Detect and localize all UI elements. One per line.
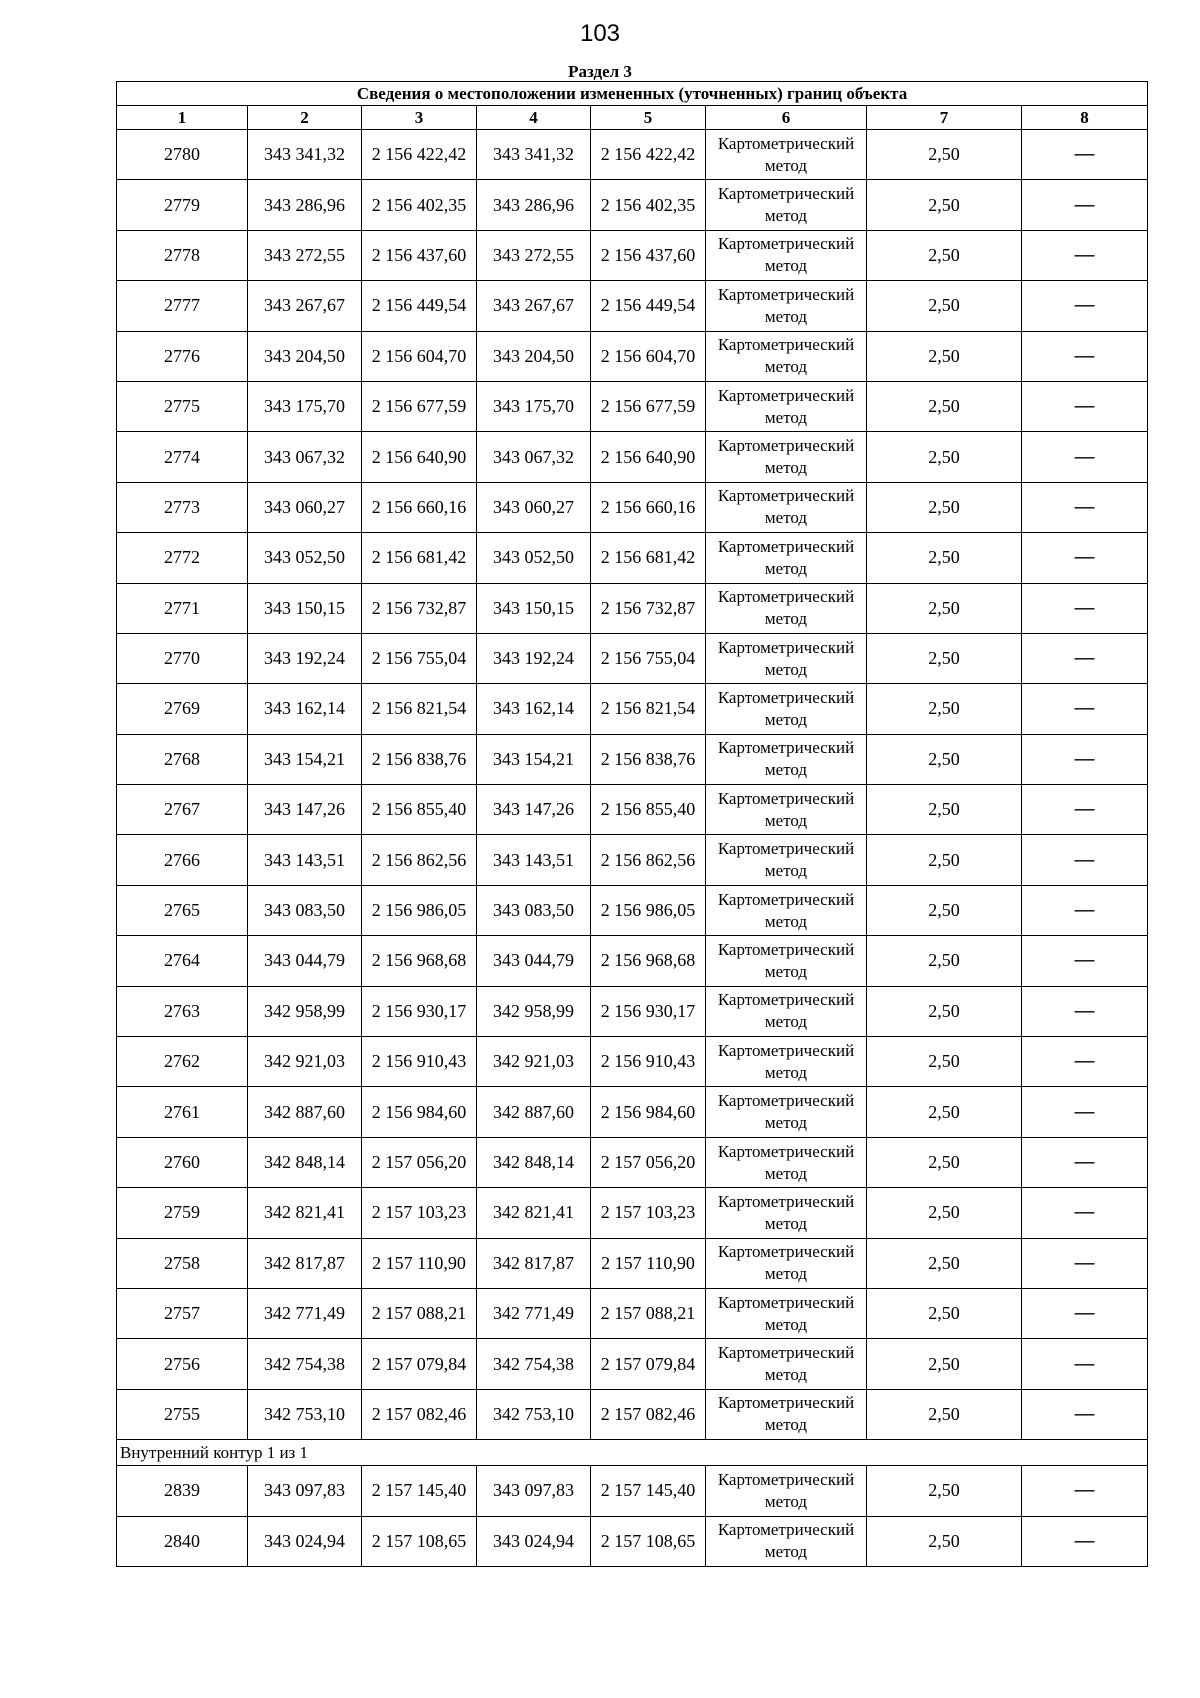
table-cell: 2 157 082,46	[362, 1389, 477, 1439]
method-cell: Картометрический метод	[706, 1037, 867, 1087]
method-cell: Картометрический метод	[706, 432, 867, 482]
table-cell: 2 156 910,43	[591, 1037, 706, 1087]
table-cell: 2,50	[867, 180, 1022, 230]
dash-cell: —	[1022, 281, 1148, 331]
table-cell: 2 156 402,35	[591, 180, 706, 230]
table-cell: 2 156 660,16	[362, 482, 477, 532]
table-cell: 2 156 604,70	[591, 331, 706, 381]
method-cell: Картометрический метод	[706, 633, 867, 683]
table-cell: 2 157 110,90	[362, 1238, 477, 1288]
table-cell: 2 157 145,40	[591, 1466, 706, 1516]
table-cell: 343 204,50	[477, 331, 591, 381]
table-cell: 2,50	[867, 381, 1022, 431]
table-cell: 2 156 986,05	[591, 885, 706, 935]
table-cell: 2,50	[867, 1339, 1022, 1389]
table-row	[117, 1516, 1148, 1566]
method-cell: Картометрический метод	[706, 785, 867, 835]
column-number: 2	[248, 106, 362, 130]
table-cell: 2,50	[867, 633, 1022, 683]
table-cell: 2757	[117, 1288, 248, 1338]
table-cell: 343 097,83	[477, 1466, 591, 1516]
method-cell: Картометрический метод	[706, 885, 867, 935]
table-cell: 2,50	[867, 734, 1022, 784]
table-cell: 2759	[117, 1188, 248, 1238]
table-cell: 343 044,79	[477, 936, 591, 986]
dash-cell: —	[1022, 1238, 1148, 1288]
table-cell: 2 156 677,59	[362, 381, 477, 431]
table-cell: 343 060,27	[477, 482, 591, 532]
column-number-row	[117, 106, 1148, 130]
table-cell: 342 958,99	[248, 986, 362, 1036]
table-cell: 343 150,15	[477, 583, 591, 633]
table-cell: 2 156 930,17	[362, 986, 477, 1036]
table-cell: 2755	[117, 1389, 248, 1439]
table-cell: 2,50	[867, 1466, 1022, 1516]
table-cell: 2 156 732,87	[362, 583, 477, 633]
method-cell: Картометрический метод	[706, 180, 867, 230]
table-cell: 2779	[117, 180, 248, 230]
table-cell: 2 156 838,76	[362, 734, 477, 784]
table-cell: 342 921,03	[477, 1037, 591, 1087]
table-cell: 343 150,15	[248, 583, 362, 633]
method-cell: Картометрический метод	[706, 1466, 867, 1516]
table-cell: 343 097,83	[248, 1466, 362, 1516]
method-cell: Картометрический метод	[706, 684, 867, 734]
dash-cell: —	[1022, 230, 1148, 280]
column-number: 1	[117, 106, 248, 130]
table-cell: 2 156 838,76	[591, 734, 706, 784]
table-cell: 2,50	[867, 1516, 1022, 1566]
table-row	[117, 432, 1148, 482]
table-cell: 342 753,10	[477, 1389, 591, 1439]
table-cell: 2,50	[867, 1137, 1022, 1187]
table-cell: 2 156 437,60	[362, 230, 477, 280]
table-cell: 2 157 103,23	[591, 1188, 706, 1238]
table-row	[117, 633, 1148, 683]
table-cell: 2774	[117, 432, 248, 482]
table-cell: 342 821,41	[248, 1188, 362, 1238]
table-cell: 343 286,96	[248, 180, 362, 230]
table-row	[117, 1037, 1148, 1087]
table-cell: 2758	[117, 1238, 248, 1288]
table-row	[117, 1137, 1148, 1187]
table-cell: 2780	[117, 130, 248, 180]
table-cell: 2,50	[867, 885, 1022, 935]
table-caption: Сведения о местоположении измененных (уточненных) границ объекта	[117, 82, 1148, 106]
method-cell: Картометрический метод	[706, 1238, 867, 1288]
table-cell: 2 157 088,21	[591, 1288, 706, 1338]
method-cell: Картометрический метод	[706, 835, 867, 885]
table-row	[117, 331, 1148, 381]
table-cell: 343 192,24	[248, 633, 362, 683]
table-cell: 343 341,32	[248, 130, 362, 180]
dash-cell: —	[1022, 734, 1148, 784]
method-cell: Картометрический метод	[706, 1516, 867, 1566]
dash-cell: —	[1022, 331, 1148, 381]
method-cell: Картометрический метод	[706, 1087, 867, 1137]
method-cell: Картометрический метод	[706, 1188, 867, 1238]
table-cell: 2 156 821,54	[362, 684, 477, 734]
column-number: 3	[362, 106, 477, 130]
table-cell: 2,50	[867, 130, 1022, 180]
column-number: 8	[1022, 106, 1148, 130]
table-cell: 2,50	[867, 1087, 1022, 1137]
table-cell: 342 887,60	[477, 1087, 591, 1137]
table-row	[117, 1466, 1148, 1516]
table-cell: 2770	[117, 633, 248, 683]
dash-cell: —	[1022, 180, 1148, 230]
table-cell: 2 156 640,90	[362, 432, 477, 482]
table-cell: 2771	[117, 583, 248, 633]
dash-cell: —	[1022, 1087, 1148, 1137]
table-cell: 343 143,51	[248, 835, 362, 885]
table-cell: 343 175,70	[477, 381, 591, 431]
method-cell: Картометрический метод	[706, 936, 867, 986]
table-cell: 2777	[117, 281, 248, 331]
table-cell: 2,50	[867, 1037, 1022, 1087]
table-cell: 2,50	[867, 281, 1022, 331]
table-cell: 342 848,14	[248, 1137, 362, 1187]
table-cell: 2 157 056,20	[362, 1137, 477, 1187]
table-cell: 2778	[117, 230, 248, 280]
table-cell: 2 156 984,60	[591, 1087, 706, 1137]
method-cell: Картометрический метод	[706, 986, 867, 1036]
table-cell: 2 156 755,04	[591, 633, 706, 683]
table-row	[117, 785, 1148, 835]
table-cell: 342 958,99	[477, 986, 591, 1036]
table-cell: 343 067,32	[477, 432, 591, 482]
table-row	[117, 1087, 1148, 1137]
table-cell: 343 083,50	[477, 885, 591, 935]
table-cell: 342 817,87	[477, 1238, 591, 1288]
dash-cell: —	[1022, 633, 1148, 683]
table-cell: 2 156 862,56	[591, 835, 706, 885]
table-cell: 2,50	[867, 230, 1022, 280]
method-cell: Картометрический метод	[706, 130, 867, 180]
table-cell: 343 024,94	[248, 1516, 362, 1566]
table-row	[117, 835, 1148, 885]
table-cell: 2,50	[867, 986, 1022, 1036]
table-cell: 343 175,70	[248, 381, 362, 431]
table-cell: 2 156 855,40	[591, 785, 706, 835]
table-cell: 2839	[117, 1466, 248, 1516]
table-cell: 2 156 755,04	[362, 633, 477, 683]
column-number: 6	[706, 106, 867, 130]
table-cell: 2756	[117, 1339, 248, 1389]
table-cell: 2,50	[867, 432, 1022, 482]
dash-cell: —	[1022, 1037, 1148, 1087]
method-cell: Картометрический метод	[706, 583, 867, 633]
table-cell: 2 156 681,42	[362, 533, 477, 583]
table-cell: 2 157 079,84	[591, 1339, 706, 1389]
table-cell: 342 817,87	[248, 1238, 362, 1288]
table-cell: 342 921,03	[248, 1037, 362, 1087]
method-cell: Картометрический метод	[706, 281, 867, 331]
table-cell: 2 156 422,42	[591, 130, 706, 180]
table-cell: 2 156 968,68	[362, 936, 477, 986]
table-cell: 342 848,14	[477, 1137, 591, 1187]
table-cell: 2,50	[867, 482, 1022, 532]
method-cell: Картометрический метод	[706, 1288, 867, 1338]
method-cell: Картометрический метод	[706, 734, 867, 784]
table-cell: 2 156 681,42	[591, 533, 706, 583]
table-cell: 2,50	[867, 1188, 1022, 1238]
dash-cell: —	[1022, 1339, 1148, 1389]
table-cell: 2 156 449,54	[591, 281, 706, 331]
table-cell: 2 157 082,46	[591, 1389, 706, 1439]
table-cell: 342 754,38	[248, 1339, 362, 1389]
table-cell: 2764	[117, 936, 248, 986]
table-cell: 2 156 862,56	[362, 835, 477, 885]
contour-label: Внутренний контур 1 из 1	[117, 1440, 1148, 1466]
table-cell: 343 044,79	[248, 936, 362, 986]
table-row	[117, 986, 1148, 1036]
table-cell: 2 156 640,90	[591, 432, 706, 482]
dash-cell: —	[1022, 1288, 1148, 1338]
table-cell: 2840	[117, 1516, 248, 1566]
table-row	[117, 1288, 1148, 1338]
table-row	[117, 885, 1148, 935]
method-cell: Картометрический метод	[706, 533, 867, 583]
table-cell: 2 157 108,65	[591, 1516, 706, 1566]
table-cell: 343 052,50	[248, 533, 362, 583]
table-cell: 343 341,32	[477, 130, 591, 180]
table-cell: 2 157 103,23	[362, 1188, 477, 1238]
table-cell: 2,50	[867, 1238, 1022, 1288]
method-cell: Картометрический метод	[706, 1389, 867, 1439]
table-cell: 2 156 660,16	[591, 482, 706, 532]
dash-cell: —	[1022, 684, 1148, 734]
table-cell: 343 052,50	[477, 533, 591, 583]
page-number: 103	[579, 20, 621, 47]
column-number: 4	[477, 106, 591, 130]
table-cell: 2,50	[867, 936, 1022, 986]
table-cell: 2768	[117, 734, 248, 784]
table-row	[117, 1339, 1148, 1389]
table-cell: 343 083,50	[248, 885, 362, 935]
method-cell: Картометрический метод	[706, 1137, 867, 1187]
section-title: Раздел 3	[568, 62, 632, 81]
method-cell: Картометрический метод	[706, 230, 867, 280]
dash-cell: —	[1022, 785, 1148, 835]
table-cell: 2 156 437,60	[591, 230, 706, 280]
table-cell: 2 156 968,68	[591, 936, 706, 986]
table-cell: 2 157 108,65	[362, 1516, 477, 1566]
table-cell: 2772	[117, 533, 248, 583]
table-cell: 343 267,67	[248, 281, 362, 331]
table-cell: 2776	[117, 331, 248, 381]
table-cell: 2 156 986,05	[362, 885, 477, 935]
dash-cell: —	[1022, 482, 1148, 532]
table-cell: 2767	[117, 785, 248, 835]
table-cell: 343 147,26	[248, 785, 362, 835]
column-number: 5	[591, 106, 706, 130]
table-row	[117, 1188, 1148, 1238]
table-cell: 343 162,14	[248, 684, 362, 734]
table-cell: 2,50	[867, 1288, 1022, 1338]
table-cell: 2 156 449,54	[362, 281, 477, 331]
table-cell: 343 154,21	[248, 734, 362, 784]
table-cell: 2765	[117, 885, 248, 935]
table-body	[117, 130, 1148, 1567]
table-cell: 342 753,10	[248, 1389, 362, 1439]
dash-cell: —	[1022, 432, 1148, 482]
table-cell: 2766	[117, 835, 248, 885]
dash-cell: —	[1022, 1188, 1148, 1238]
table-cell: 2761	[117, 1087, 248, 1137]
table-cell: 343 267,67	[477, 281, 591, 331]
method-cell: Картометрический метод	[706, 482, 867, 532]
table-row	[117, 1238, 1148, 1288]
table-cell: 2 156 930,17	[591, 986, 706, 1036]
table-cell: 2769	[117, 684, 248, 734]
table-cell: 2,50	[867, 533, 1022, 583]
table-cell: 2 156 402,35	[362, 180, 477, 230]
table-cell: 2 157 079,84	[362, 1339, 477, 1389]
table-cell: 2,50	[867, 684, 1022, 734]
table-cell: 2762	[117, 1037, 248, 1087]
table-cell: 342 887,60	[248, 1087, 362, 1137]
table-cell: 2 157 056,20	[591, 1137, 706, 1187]
table-row	[117, 130, 1148, 180]
dash-cell: —	[1022, 583, 1148, 633]
table-cell: 2 156 910,43	[362, 1037, 477, 1087]
table-row	[117, 281, 1148, 331]
table-row	[117, 230, 1148, 280]
table-cell: 2,50	[867, 835, 1022, 885]
table-cell: 2773	[117, 482, 248, 532]
table-row	[117, 936, 1148, 986]
table-cell: 343 272,55	[477, 230, 591, 280]
table-cell: 2 156 422,42	[362, 130, 477, 180]
table-cell: 2,50	[867, 331, 1022, 381]
table-cell: 2775	[117, 381, 248, 431]
table-row	[117, 381, 1148, 431]
dash-cell: —	[1022, 533, 1148, 583]
method-cell: Картометрический метод	[706, 331, 867, 381]
table-cell: 342 754,38	[477, 1339, 591, 1389]
table-cell: 343 154,21	[477, 734, 591, 784]
dash-cell: —	[1022, 1389, 1148, 1439]
table-row	[117, 482, 1148, 532]
dash-cell: —	[1022, 936, 1148, 986]
table-cell: 343 272,55	[248, 230, 362, 280]
method-cell: Картометрический метод	[706, 1339, 867, 1389]
table-row	[117, 533, 1148, 583]
column-number: 7	[867, 106, 1022, 130]
table-cell: 343 060,27	[248, 482, 362, 532]
dash-cell: —	[1022, 1516, 1148, 1566]
table-cell: 2 156 855,40	[362, 785, 477, 835]
table-cell: 2 156 677,59	[591, 381, 706, 431]
table-cell: 2 157 110,90	[591, 1238, 706, 1288]
dash-cell: —	[1022, 1137, 1148, 1187]
dash-cell: —	[1022, 986, 1148, 1036]
table-cell: 2 156 821,54	[591, 684, 706, 734]
table-cell: 2 157 088,21	[362, 1288, 477, 1338]
dash-cell: —	[1022, 381, 1148, 431]
table-cell: 343 192,24	[477, 633, 591, 683]
table-cell: 342 771,49	[477, 1288, 591, 1338]
dash-cell: —	[1022, 1466, 1148, 1516]
table-cell: 2,50	[867, 1389, 1022, 1439]
table-row	[117, 734, 1148, 784]
table-cell: 343 067,32	[248, 432, 362, 482]
table-cell: 343 024,94	[477, 1516, 591, 1566]
table-cell: 343 147,26	[477, 785, 591, 835]
table-cell: 342 821,41	[477, 1188, 591, 1238]
dash-cell: —	[1022, 885, 1148, 935]
table-row	[117, 583, 1148, 633]
dash-cell: —	[1022, 130, 1148, 180]
table-cell: 2 156 984,60	[362, 1087, 477, 1137]
table-row	[117, 1389, 1148, 1439]
table-cell: 2 156 604,70	[362, 331, 477, 381]
table-cell: 2,50	[867, 785, 1022, 835]
table-cell: 343 162,14	[477, 684, 591, 734]
table-cell: 342 771,49	[248, 1288, 362, 1338]
table-cell: 2,50	[867, 583, 1022, 633]
contour-row	[117, 1440, 1148, 1466]
table-cell: 2 157 145,40	[362, 1466, 477, 1516]
table-cell: 2760	[117, 1137, 248, 1187]
table-cell: 343 286,96	[477, 180, 591, 230]
table-row	[117, 684, 1148, 734]
dash-cell: —	[1022, 835, 1148, 885]
table-cell: 343 204,50	[248, 331, 362, 381]
method-cell: Картометрический метод	[706, 381, 867, 431]
table-cell: 2 156 732,87	[591, 583, 706, 633]
table-cell: 343 143,51	[477, 835, 591, 885]
table-cell: 2763	[117, 986, 248, 1036]
boundary-coordinates-table	[116, 81, 1148, 1567]
table-row	[117, 180, 1148, 230]
